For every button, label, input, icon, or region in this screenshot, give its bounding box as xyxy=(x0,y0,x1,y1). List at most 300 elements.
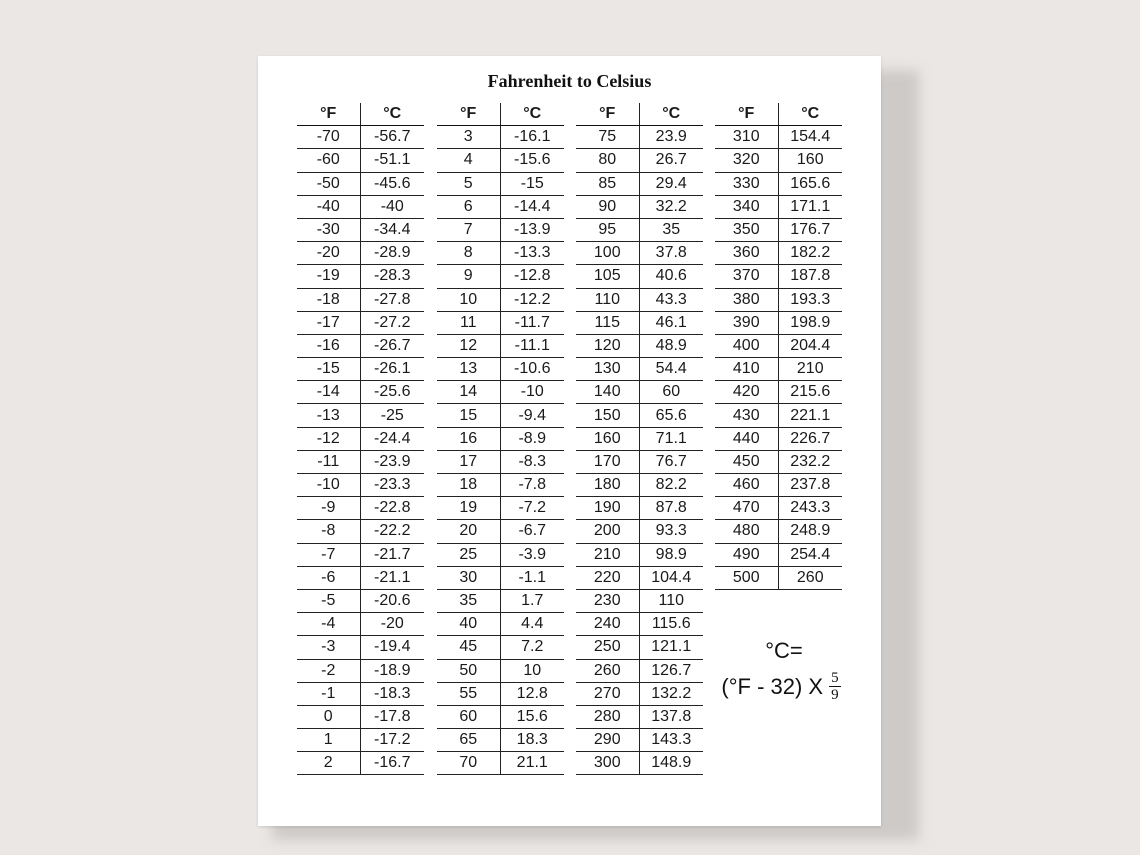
celsius-cell: 35 xyxy=(639,218,703,241)
table-row xyxy=(297,497,424,520)
celsius-cell: -15 xyxy=(500,172,564,195)
table-row xyxy=(576,705,703,728)
table-row xyxy=(576,358,703,381)
celsius-cell: 137.8 xyxy=(639,705,703,728)
table-row xyxy=(576,149,703,172)
fahrenheit-cell: 210 xyxy=(576,543,639,566)
conversion-table-3 xyxy=(576,103,703,775)
header-row xyxy=(715,103,842,126)
formula-lhs: °C= xyxy=(765,638,803,663)
fahrenheit-cell: 150 xyxy=(576,404,639,427)
celsius-cell: 254.4 xyxy=(778,543,842,566)
celsius-cell: 29.4 xyxy=(639,172,703,195)
fahrenheit-cell: 340 xyxy=(715,195,778,218)
fahrenheit-cell: -4 xyxy=(297,613,360,636)
fahrenheit-cell: -30 xyxy=(297,218,360,241)
table-row xyxy=(297,427,424,450)
table-row xyxy=(715,520,842,543)
table-row xyxy=(437,497,564,520)
table-row xyxy=(297,218,424,241)
table-row xyxy=(297,659,424,682)
formula-rhs-row xyxy=(713,670,849,703)
table-row xyxy=(437,334,564,357)
celsius-cell: 243.3 xyxy=(778,497,842,520)
fahrenheit-cell: -18 xyxy=(297,288,360,311)
celsius-cell: -11.1 xyxy=(500,334,564,357)
fahrenheit-cell: 490 xyxy=(715,543,778,566)
table-row xyxy=(437,242,564,265)
fahrenheit-cell: 11 xyxy=(437,311,500,334)
fahrenheit-cell: 2 xyxy=(297,752,360,775)
fahrenheit-cell: 180 xyxy=(576,474,639,497)
table-row xyxy=(576,427,703,450)
table-row xyxy=(576,543,703,566)
fraction-numerator: 5 xyxy=(831,670,839,686)
celsius-cell: 148.9 xyxy=(639,752,703,775)
celsius-cell: 43.3 xyxy=(639,288,703,311)
celsius-cell: 37.8 xyxy=(639,242,703,265)
header-fahrenheit: °F xyxy=(437,103,500,126)
fahrenheit-cell: -9 xyxy=(297,497,360,520)
celsius-cell: 60 xyxy=(639,381,703,404)
fahrenheit-cell: 190 xyxy=(576,497,639,520)
fahrenheit-cell: 160 xyxy=(576,427,639,450)
celsius-cell: -14.4 xyxy=(500,195,564,218)
celsius-cell: 126.7 xyxy=(639,659,703,682)
fahrenheit-cell: -5 xyxy=(297,589,360,612)
fahrenheit-cell: 120 xyxy=(576,334,639,357)
table-row xyxy=(297,705,424,728)
fahrenheit-cell: 4 xyxy=(437,149,500,172)
celsius-cell: -34.4 xyxy=(360,218,424,241)
celsius-cell: -20.6 xyxy=(360,589,424,612)
celsius-cell: -28.3 xyxy=(360,265,424,288)
table-row xyxy=(297,172,424,195)
table-row xyxy=(297,543,424,566)
celsius-cell: -20 xyxy=(360,613,424,636)
fahrenheit-cell: 380 xyxy=(715,288,778,311)
fahrenheit-cell: 7 xyxy=(437,218,500,241)
fahrenheit-cell: 20 xyxy=(437,520,500,543)
header-fahrenheit: °F xyxy=(715,103,778,126)
fahrenheit-cell: -17 xyxy=(297,311,360,334)
celsius-cell: -6.7 xyxy=(500,520,564,543)
fahrenheit-cell: 55 xyxy=(437,682,500,705)
fahrenheit-cell: 170 xyxy=(576,450,639,473)
fahrenheit-cell: 450 xyxy=(715,450,778,473)
celsius-cell: -25 xyxy=(360,404,424,427)
celsius-cell: -45.6 xyxy=(360,172,424,195)
celsius-cell: -16.1 xyxy=(500,126,564,149)
fahrenheit-cell: 80 xyxy=(576,149,639,172)
fahrenheit-cell: 140 xyxy=(576,381,639,404)
celsius-cell: -27.2 xyxy=(360,311,424,334)
fahrenheit-cell: 270 xyxy=(576,682,639,705)
celsius-cell: 23.9 xyxy=(639,126,703,149)
celsius-cell: -17.2 xyxy=(360,729,424,752)
celsius-cell: 93.3 xyxy=(639,520,703,543)
table-row xyxy=(576,520,703,543)
celsius-cell: 210 xyxy=(778,358,842,381)
celsius-cell: 12.8 xyxy=(500,682,564,705)
table-row xyxy=(576,404,703,427)
celsius-cell: 221.1 xyxy=(778,404,842,427)
table-row xyxy=(576,474,703,497)
celsius-cell: -15.6 xyxy=(500,149,564,172)
conversion-sheet xyxy=(258,56,881,826)
table-row xyxy=(576,752,703,775)
conversion-table-1 xyxy=(297,103,424,775)
fahrenheit-cell: 14 xyxy=(437,381,500,404)
celsius-cell: 204.4 xyxy=(778,334,842,357)
celsius-cell: -19.4 xyxy=(360,636,424,659)
celsius-cell: 260 xyxy=(778,566,842,589)
table-row xyxy=(576,682,703,705)
celsius-cell: -51.1 xyxy=(360,149,424,172)
celsius-cell: 7.2 xyxy=(500,636,564,659)
table-row xyxy=(437,520,564,543)
celsius-cell: -11.7 xyxy=(500,311,564,334)
table-row xyxy=(437,636,564,659)
table-row xyxy=(576,218,703,241)
celsius-cell: 46.1 xyxy=(639,311,703,334)
table-row xyxy=(576,497,703,520)
celsius-cell: -13.3 xyxy=(500,242,564,265)
table-row xyxy=(715,450,842,473)
fahrenheit-cell: 300 xyxy=(576,752,639,775)
table-row xyxy=(297,265,424,288)
table-row xyxy=(715,172,842,195)
celsius-cell: -17.8 xyxy=(360,705,424,728)
fahrenheit-cell: 10 xyxy=(437,288,500,311)
table-row xyxy=(437,427,564,450)
fahrenheit-cell: 25 xyxy=(437,543,500,566)
fahrenheit-cell: 350 xyxy=(715,218,778,241)
table-row xyxy=(715,474,842,497)
celsius-cell: 160 xyxy=(778,149,842,172)
table-row xyxy=(715,381,842,404)
conversion-formula xyxy=(713,638,849,703)
celsius-cell: -3.9 xyxy=(500,543,564,566)
fahrenheit-cell: -16 xyxy=(297,334,360,357)
celsius-cell: 98.9 xyxy=(639,543,703,566)
table-row xyxy=(715,195,842,218)
celsius-cell: 193.3 xyxy=(778,288,842,311)
celsius-cell: 182.2 xyxy=(778,242,842,265)
table-row xyxy=(576,242,703,265)
fahrenheit-cell: 330 xyxy=(715,172,778,195)
table-row xyxy=(576,195,703,218)
fahrenheit-cell: 370 xyxy=(715,265,778,288)
fahrenheit-cell: 1 xyxy=(297,729,360,752)
table-row xyxy=(297,334,424,357)
fahrenheit-cell: 230 xyxy=(576,589,639,612)
table-row xyxy=(437,705,564,728)
fahrenheit-cell: -60 xyxy=(297,149,360,172)
celsius-cell: -23.3 xyxy=(360,474,424,497)
fahrenheit-cell: 440 xyxy=(715,427,778,450)
celsius-cell: 104.4 xyxy=(639,566,703,589)
celsius-cell: 32.2 xyxy=(639,195,703,218)
table-row xyxy=(437,172,564,195)
fahrenheit-cell: 8 xyxy=(437,242,500,265)
fahrenheit-cell: -19 xyxy=(297,265,360,288)
table-row xyxy=(437,404,564,427)
celsius-cell: -26.7 xyxy=(360,334,424,357)
celsius-cell: -7.2 xyxy=(500,497,564,520)
fahrenheit-cell: -7 xyxy=(297,543,360,566)
celsius-cell: 121.1 xyxy=(639,636,703,659)
fahrenheit-cell: 40 xyxy=(437,613,500,636)
celsius-cell: -28.9 xyxy=(360,242,424,265)
celsius-cell: 26.7 xyxy=(639,149,703,172)
celsius-cell: 110 xyxy=(639,589,703,612)
fahrenheit-cell: 50 xyxy=(437,659,500,682)
celsius-cell: 21.1 xyxy=(500,752,564,775)
table-row xyxy=(437,682,564,705)
celsius-cell: -18.3 xyxy=(360,682,424,705)
table-row xyxy=(437,358,564,381)
fahrenheit-cell: 130 xyxy=(576,358,639,381)
celsius-cell: 10 xyxy=(500,659,564,682)
fahrenheit-cell: 115 xyxy=(576,311,639,334)
fahrenheit-cell: 0 xyxy=(297,705,360,728)
celsius-cell: -22.8 xyxy=(360,497,424,520)
fahrenheit-cell: -14 xyxy=(297,381,360,404)
celsius-cell: 143.3 xyxy=(639,729,703,752)
celsius-cell: 226.7 xyxy=(778,427,842,450)
fahrenheit-cell: -70 xyxy=(297,126,360,149)
celsius-cell: -26.1 xyxy=(360,358,424,381)
table-row xyxy=(715,265,842,288)
fahrenheit-cell: 70 xyxy=(437,752,500,775)
fahrenheit-cell: 220 xyxy=(576,566,639,589)
fahrenheit-cell: -1 xyxy=(297,682,360,705)
fahrenheit-cell: 360 xyxy=(715,242,778,265)
fahrenheit-cell: 430 xyxy=(715,404,778,427)
fahrenheit-cell: 5 xyxy=(437,172,500,195)
celsius-cell: -13.9 xyxy=(500,218,564,241)
table-row xyxy=(297,566,424,589)
celsius-cell: 232.2 xyxy=(778,450,842,473)
table-row xyxy=(576,381,703,404)
celsius-cell: -23.9 xyxy=(360,450,424,473)
fahrenheit-cell: 240 xyxy=(576,613,639,636)
fahrenheit-cell: 480 xyxy=(715,520,778,543)
celsius-cell: -24.4 xyxy=(360,427,424,450)
fahrenheit-cell: 320 xyxy=(715,149,778,172)
celsius-cell: 71.1 xyxy=(639,427,703,450)
fraction-denominator: 9 xyxy=(831,687,839,703)
celsius-cell: -21.7 xyxy=(360,543,424,566)
celsius-cell: -27.8 xyxy=(360,288,424,311)
fahrenheit-cell: 290 xyxy=(576,729,639,752)
celsius-cell: 15.6 xyxy=(500,705,564,728)
fahrenheit-cell: 260 xyxy=(576,659,639,682)
header-celsius: °C xyxy=(778,103,842,126)
table-row xyxy=(715,404,842,427)
table-row xyxy=(297,126,424,149)
table-row xyxy=(715,311,842,334)
table-row xyxy=(437,149,564,172)
celsius-cell: -25.6 xyxy=(360,381,424,404)
fahrenheit-cell: -2 xyxy=(297,659,360,682)
fahrenheit-cell: 3 xyxy=(437,126,500,149)
celsius-cell: -8.3 xyxy=(500,450,564,473)
celsius-cell: -16.7 xyxy=(360,752,424,775)
celsius-cell: 154.4 xyxy=(778,126,842,149)
fahrenheit-cell: -20 xyxy=(297,242,360,265)
celsius-cell: -8.9 xyxy=(500,427,564,450)
celsius-cell: 82.2 xyxy=(639,474,703,497)
table-row xyxy=(297,242,424,265)
fahrenheit-cell: -12 xyxy=(297,427,360,450)
table-row xyxy=(437,613,564,636)
celsius-cell: -18.9 xyxy=(360,659,424,682)
fahrenheit-cell: 310 xyxy=(715,126,778,149)
table-row xyxy=(576,288,703,311)
fahrenheit-cell: 17 xyxy=(437,450,500,473)
header-celsius: °C xyxy=(500,103,564,126)
fahrenheit-cell: 400 xyxy=(715,334,778,357)
formula-fraction xyxy=(829,670,841,703)
fahrenheit-cell: -8 xyxy=(297,520,360,543)
table-row xyxy=(576,334,703,357)
celsius-cell: -10.6 xyxy=(500,358,564,381)
table-row xyxy=(437,126,564,149)
table-row xyxy=(297,613,424,636)
fahrenheit-cell: -15 xyxy=(297,358,360,381)
fahrenheit-cell: 60 xyxy=(437,705,500,728)
table-row xyxy=(297,381,424,404)
table-row xyxy=(297,474,424,497)
fahrenheit-cell: 75 xyxy=(576,126,639,149)
table-row xyxy=(715,242,842,265)
fahrenheit-cell: -40 xyxy=(297,195,360,218)
fahrenheit-cell: 500 xyxy=(715,566,778,589)
celsius-cell: 48.9 xyxy=(639,334,703,357)
table-row xyxy=(437,195,564,218)
fahrenheit-cell: -13 xyxy=(297,404,360,427)
header-fahrenheit: °F xyxy=(576,103,639,126)
celsius-cell: 87.8 xyxy=(639,497,703,520)
fahrenheit-cell: 110 xyxy=(576,288,639,311)
header-celsius: °C xyxy=(639,103,703,126)
table-row xyxy=(715,288,842,311)
fahrenheit-cell: 30 xyxy=(437,566,500,589)
fahrenheit-cell: 420 xyxy=(715,381,778,404)
fahrenheit-cell: 85 xyxy=(576,172,639,195)
table-row xyxy=(297,404,424,427)
celsius-cell: 176.7 xyxy=(778,218,842,241)
table-row xyxy=(437,218,564,241)
table-row xyxy=(576,450,703,473)
table-row xyxy=(437,752,564,775)
celsius-cell: 4.4 xyxy=(500,613,564,636)
table-row xyxy=(297,636,424,659)
table-row xyxy=(715,334,842,357)
fahrenheit-cell: 390 xyxy=(715,311,778,334)
table-row xyxy=(576,729,703,752)
table-row xyxy=(437,729,564,752)
celsius-cell: 248.9 xyxy=(778,520,842,543)
table-row xyxy=(437,543,564,566)
table-row xyxy=(437,381,564,404)
fahrenheit-cell: 15 xyxy=(437,404,500,427)
celsius-cell: 132.2 xyxy=(639,682,703,705)
celsius-cell: 18.3 xyxy=(500,729,564,752)
fahrenheit-cell: 100 xyxy=(576,242,639,265)
fahrenheit-cell: 280 xyxy=(576,705,639,728)
table-row xyxy=(297,682,424,705)
celsius-cell: 76.7 xyxy=(639,450,703,473)
table-row xyxy=(437,566,564,589)
table-row xyxy=(715,427,842,450)
celsius-cell: 237.8 xyxy=(778,474,842,497)
fahrenheit-cell: 200 xyxy=(576,520,639,543)
table-row xyxy=(576,172,703,195)
table-row xyxy=(297,149,424,172)
header-fahrenheit: °F xyxy=(297,103,360,126)
table-row xyxy=(715,126,842,149)
fahrenheit-cell: -3 xyxy=(297,636,360,659)
celsius-cell: -9.4 xyxy=(500,404,564,427)
table-row xyxy=(715,497,842,520)
fahrenheit-cell: 13 xyxy=(437,358,500,381)
celsius-cell: -7.8 xyxy=(500,474,564,497)
celsius-cell: 171.1 xyxy=(778,195,842,218)
table-row xyxy=(576,613,703,636)
fahrenheit-cell: 470 xyxy=(715,497,778,520)
fahrenheit-cell: 16 xyxy=(437,427,500,450)
table-row xyxy=(576,265,703,288)
table-row xyxy=(437,659,564,682)
header-row xyxy=(297,103,424,126)
table-row xyxy=(297,288,424,311)
conversion-table-4 xyxy=(715,103,842,590)
celsius-cell: 115.6 xyxy=(639,613,703,636)
table-row xyxy=(437,265,564,288)
header-row xyxy=(576,103,703,126)
fahrenheit-cell: 250 xyxy=(576,636,639,659)
table-row xyxy=(297,589,424,612)
fahrenheit-cell: 19 xyxy=(437,497,500,520)
fahrenheit-cell: -11 xyxy=(297,450,360,473)
celsius-cell: -22.2 xyxy=(360,520,424,543)
fahrenheit-cell: 105 xyxy=(576,265,639,288)
celsius-cell: -21.1 xyxy=(360,566,424,589)
fahrenheit-cell: 35 xyxy=(437,589,500,612)
table-row xyxy=(437,589,564,612)
table-row xyxy=(297,729,424,752)
table-row xyxy=(576,589,703,612)
fahrenheit-cell: 9 xyxy=(437,265,500,288)
table-row xyxy=(715,566,842,589)
formula-rhs: (°F - 32) X xyxy=(721,673,824,699)
table-row xyxy=(437,288,564,311)
table-row xyxy=(576,126,703,149)
fahrenheit-cell: -6 xyxy=(297,566,360,589)
table-row xyxy=(297,520,424,543)
fahrenheit-cell: 65 xyxy=(437,729,500,752)
table-row xyxy=(297,752,424,775)
celsius-cell: 215.6 xyxy=(778,381,842,404)
fahrenheit-cell: 410 xyxy=(715,358,778,381)
table-row xyxy=(297,450,424,473)
table-row xyxy=(297,311,424,334)
conversion-table-2 xyxy=(437,103,564,775)
table-row xyxy=(715,358,842,381)
